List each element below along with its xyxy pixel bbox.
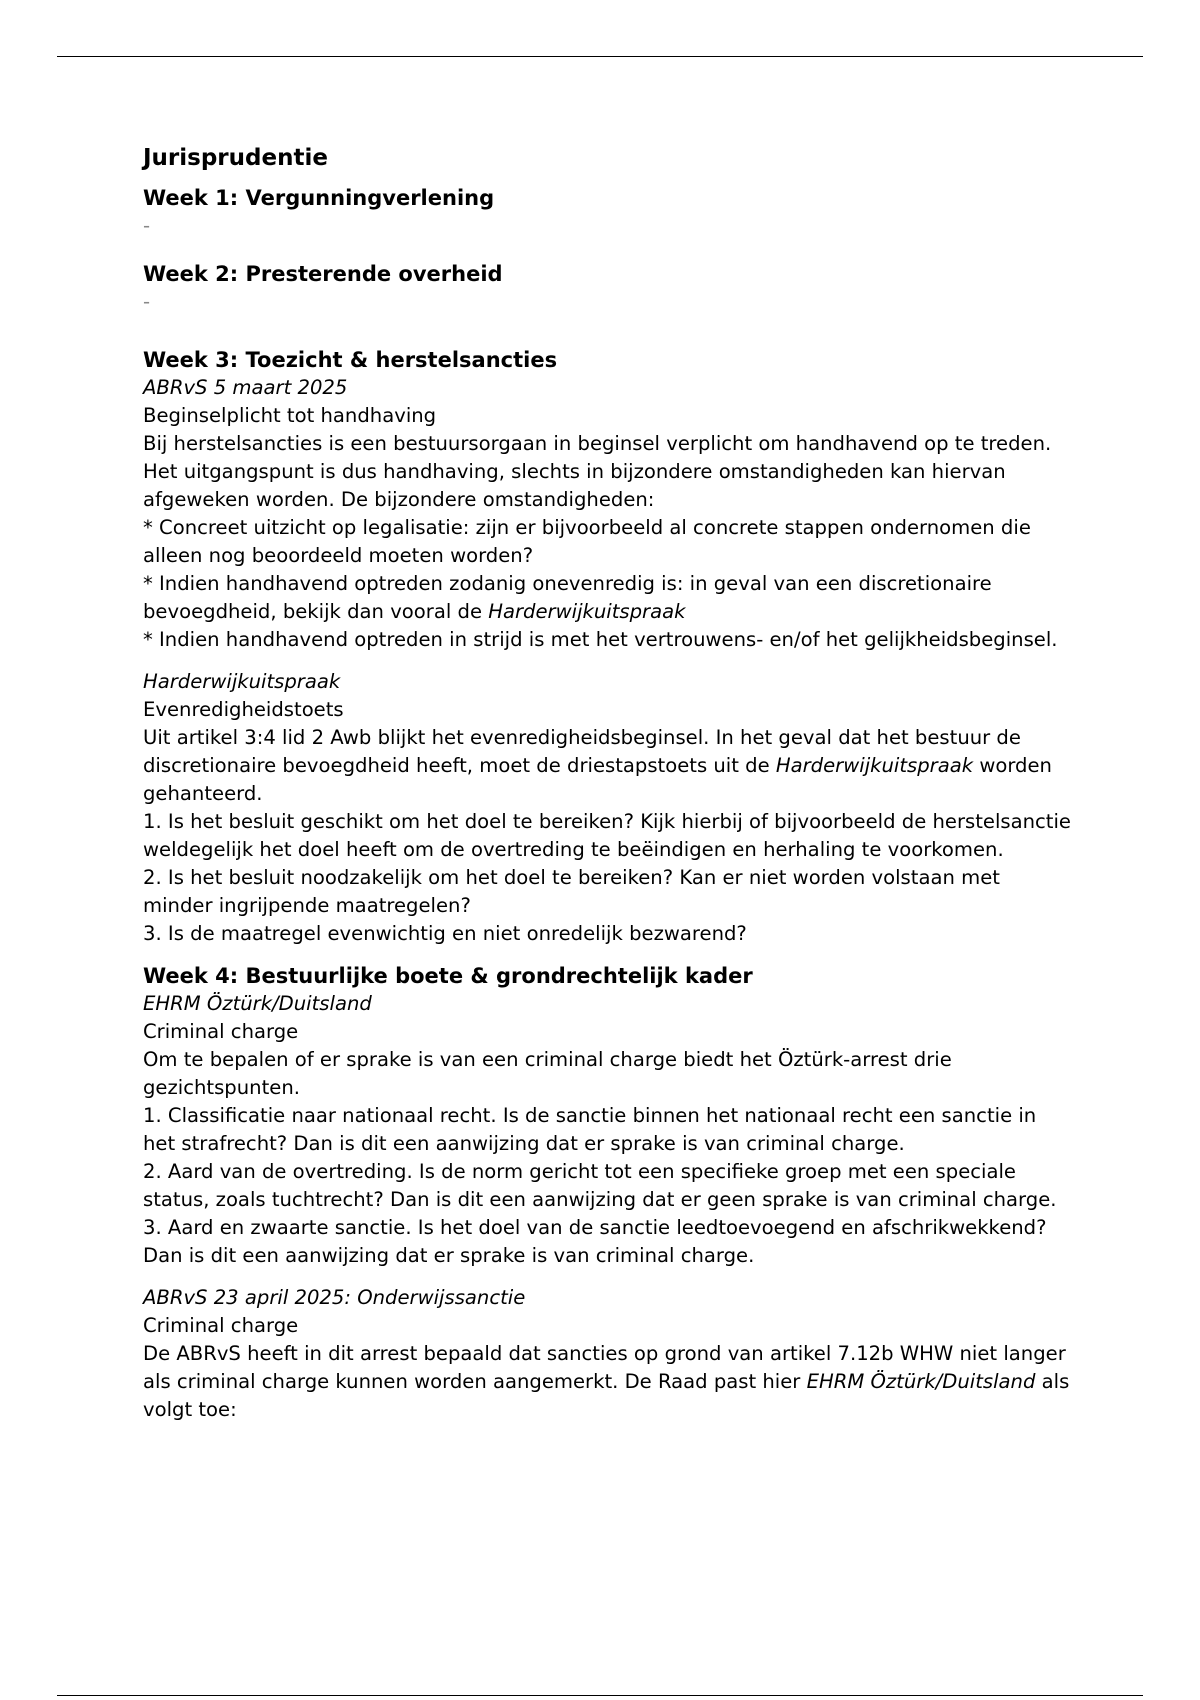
bullet2-text: * Indien handhavend optreden zodanig onevenredig is: in geval van een discretionaire bevoegdheid, bekijk dan vooral de — [143, 572, 992, 623]
week4-heading: Week 4: Bestuurlijke boete & grondrechtelijk kader — [143, 964, 753, 988]
header-rule — [57, 56, 1143, 57]
week3-case2-step3: 3. Is de maatregel evenwichtig en niet onredelijk bezwarend? — [143, 922, 747, 945]
intro-case-reference: Harderwijkuitspraak — [775, 754, 974, 777]
week4-case2-subject: Criminal charge — [143, 1314, 299, 1337]
week4-case1-point2: 2. Aard van de overtreding. Is de norm gericht tot een specifieke groep met een speciale status, zoals tuchtrecht? Dan is dit een aanwijzing dat er geen sprake is van criminal charge. — [143, 1160, 1057, 1211]
week3-case2-title: Harderwijkuitspraak — [143, 670, 341, 693]
week3-case1-title: ABRvS 5 maart 2025 — [143, 376, 348, 399]
week4-case1-intro: Om te bepalen of er sprake is van een criminal charge biedt het Öztürk-arrest drie gezichtspunten. — [143, 1048, 952, 1099]
week4-case1-point1: 1. Classificatie naar nationaal recht. Is de sanctie binnen het nationaal recht een sanctie in het strafrecht? Dan is dit een aanwijzing dat er sprake is van criminal charge. — [143, 1104, 1037, 1155]
document-body — [143, 138, 1073, 1424]
intro-suffix: worden gehanteerd. — [143, 754, 1052, 805]
intro-text: Uit artikel 3:4 lid 2 Awb blijkt het evenredigheidsbeginsel. In het geval dat het bestuur de discretionaire bevoegdheid heeft, moet de driestapstoets uit de — [143, 726, 1021, 777]
footer-rule — [57, 1695, 1143, 1696]
week2-section — [143, 260, 1073, 316]
week3-case2-intro — [143, 724, 1073, 808]
week4-section — [143, 962, 1073, 1424]
week3-case1-bullet2 — [143, 570, 1073, 626]
week4-case2-title: ABRvS 23 april 2025: Onderwijssanctie — [143, 1286, 526, 1309]
week3-case2-step2: 2. Is het besluit noodzakelijk om het doel te bereiken? Kan er niet worden volstaan met minder ingrijpende maatregelen? — [143, 866, 1000, 917]
week4-case1-subject: Criminal charge — [143, 1020, 299, 1043]
case2-case-reference: EHRM Öztürk/Duitsland — [806, 1370, 1036, 1393]
bullet2-case-reference: Harderwijkuitspraak — [488, 600, 686, 623]
week3-case1-bullet1: * Concreet uitzicht op legalisatie: zijn er bijvoorbeeld al concrete stappen ondernomen die alleen nog beoordeeld moeten worden? — [143, 516, 1031, 567]
week1-placeholder: - — [143, 214, 151, 237]
week3-case1-bullet3: * Indien handhavend optreden in strijd is met het vertrouwens- en/of het gelijkheidsbeginsel. — [143, 628, 1058, 651]
week2-heading: Week 2: Presterende overheid — [143, 262, 503, 286]
week4-case1-point3: 3. Aard en zwaarte sanctie. Is het doel van de sanctie leedtoevoegend en afschrikwekkend? Dan is dit een aanwijzing dat er sprake is van criminal charge. — [143, 1216, 1047, 1267]
week4-case2-text — [143, 1340, 1073, 1424]
week3-case1-subject: Beginselplicht tot handhaving — [143, 404, 437, 427]
week1-heading: Week 1: Vergunningverlening — [143, 186, 495, 210]
case2-text: De ABRvS heeft in dit arrest bepaald dat sancties op grond van artikel 7.12b WHW niet langer als criminal charge kunnen worden aangemerkt. De Raad past hier — [143, 1342, 1066, 1393]
page-title: Jurisprudentie — [143, 145, 328, 171]
week3-case1-intro: Bij herstelsancties is een bestuursorgaan in beginsel verplicht om handhavend op te treden. Het uitgangspunt is dus handhaving, slechts in bijzondere omstandigheden kan hiervan afgeweken worden. De bijzondere omstandigheden: — [143, 432, 1052, 511]
week3-heading: Week 3: Toezicht & herstelsancties — [143, 348, 558, 372]
week2-placeholder: - — [143, 290, 151, 313]
week3-case2-subject: Evenredigheidstoets — [143, 698, 344, 721]
case2-text-suffix: als volgt toe: — [143, 1370, 1070, 1421]
week3-section — [143, 346, 1073, 948]
week1-section — [143, 184, 1073, 240]
week3-case2-step1: 1. Is het besluit geschikt om het doel te bereiken? Kijk hierbij of bijvoorbeeld de herstelsanctie weldegelijk het doel heeft om de overtreding te beëindigen en herhaling te voorkomen. — [143, 810, 1071, 861]
week4-case1-title: EHRM Öztürk/Duitsland — [143, 992, 372, 1015]
